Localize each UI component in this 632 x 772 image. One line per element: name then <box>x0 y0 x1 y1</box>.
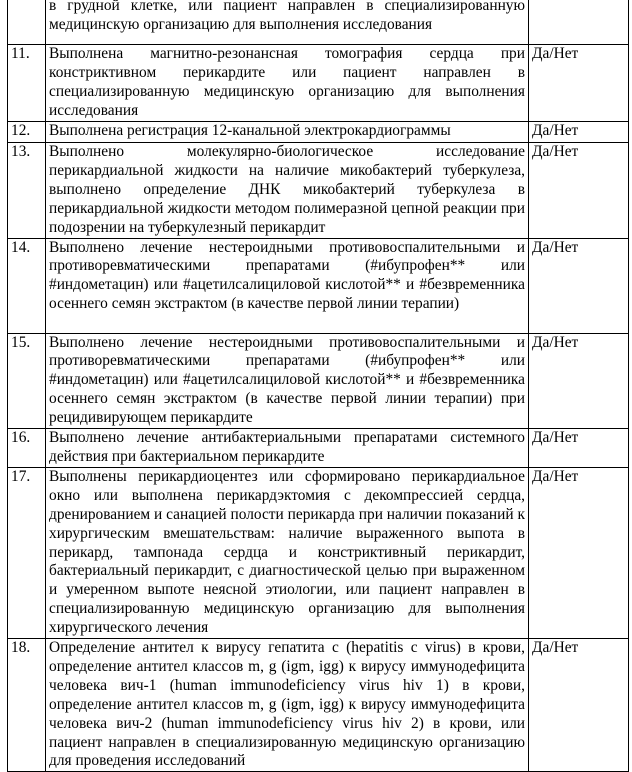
table-row <box>8 143 629 239</box>
criterion-text: Выполнена магнитно-резонансная томография сердца при констриктивном перикардите или пациент направлен в специализированную медицинскую организацию для выполнения исследования <box>46 45 529 122</box>
quality-criteria-table <box>7 0 629 772</box>
table-row <box>8 45 629 122</box>
answer-cell: Да/Нет <box>529 429 629 468</box>
criterion-text: Выполнено лечение нестероидными противовоспалительными и противоревматическими препаратами (#ибупрофен** или #индометацин) или #ацетилсалициловой кислотой** и #безвременника осеннего семян экстрактом (в качестве первой линии терапии) при рецидивирующем перикардите <box>46 333 529 429</box>
answer-cell: Да/Нет <box>529 467 629 638</box>
answer-cell <box>529 0 629 45</box>
table-row <box>8 429 629 468</box>
row-number: 17. <box>8 467 46 638</box>
answer-cell: Да/Нет <box>529 238 629 333</box>
criterion-text: Выполнена регистрация 12-канальной электрокардиограммы <box>46 122 529 143</box>
row-number: 18. <box>8 639 46 772</box>
table-row <box>8 122 629 143</box>
row-number: 15. <box>8 333 46 429</box>
criterion-text: в грудной клетке, или пациент направлен в специализированную медицинскую организацию для выполнения исследования <box>46 0 529 45</box>
table-row <box>8 333 629 429</box>
table-row <box>8 0 629 45</box>
answer-cell: Да/Нет <box>529 45 629 122</box>
criterion-text: Определение антител к вирусу гепатита с (hepatitis c virus) в крови, определение антител классов m, g (igm, igg) к вирусу иммунодефицита человека вич-1 (human immunodeficiency virus hiv 1) в крови, определение антител классов m, g (igm, igg) к вирусу иммунодефицита человека вич-2 (human immunodeficiency virus hiv 2) в крови, или пациент направлен в специализированную медицинскую организацию для проведения исследований <box>46 639 529 772</box>
table-row <box>8 467 629 638</box>
row-number: 16. <box>8 429 46 468</box>
answer-cell: Да/Нет <box>529 143 629 239</box>
table-row <box>8 639 629 772</box>
answer-cell: Да/Нет <box>529 122 629 143</box>
row-number <box>8 0 46 45</box>
answer-cell: Да/Нет <box>529 639 629 772</box>
criterion-text: Выполнены перикардиоцентез или сформировано перикардиальное окно или выполнена перикардэктомия с декомпрессией сердца, дренированием и санацией полости перикарда при наличии показаний к хирургическим вмешательствам: наличие выраженного выпота в перикард, тампонада сердца и констриктивный перикардит, бактериальный перикардит, с диагностической целью при выраженном и умеренном выпоте неясной этиологии, или пациент направлен в специализированную медицинскую организацию для выполнения хирургического лечения <box>46 467 529 638</box>
row-number: 14. <box>8 238 46 333</box>
criterion-text: Выполнено лечение антибактериальными препаратами системного действия при бактериальном перикардите <box>46 429 529 468</box>
answer-cell: Да/Нет <box>529 333 629 429</box>
criterion-text: Выполнено молекулярно-биологическое исследование перикардиальной жидкости на наличие микобактерий туберкулеза, выполнено определение ДНК микобактерий туберкулеза в перикардиальной жидкости методом полимеразной цепной реакции при подозрении на туберкулезный перикардит <box>46 143 529 239</box>
row-number: 12. <box>8 122 46 143</box>
row-number: 13. <box>8 143 46 239</box>
criterion-text: Выполнено лечение нестероидными противовоспалительными и противоревматическими препаратами (#ибупрофен** или #индометацин) или #ацетилсалициловой кислотой** и #безвременника осеннего семян экстрактом (в качестве первой линии терапии) <box>46 238 529 333</box>
table-row <box>8 238 629 333</box>
row-number: 11. <box>8 45 46 122</box>
